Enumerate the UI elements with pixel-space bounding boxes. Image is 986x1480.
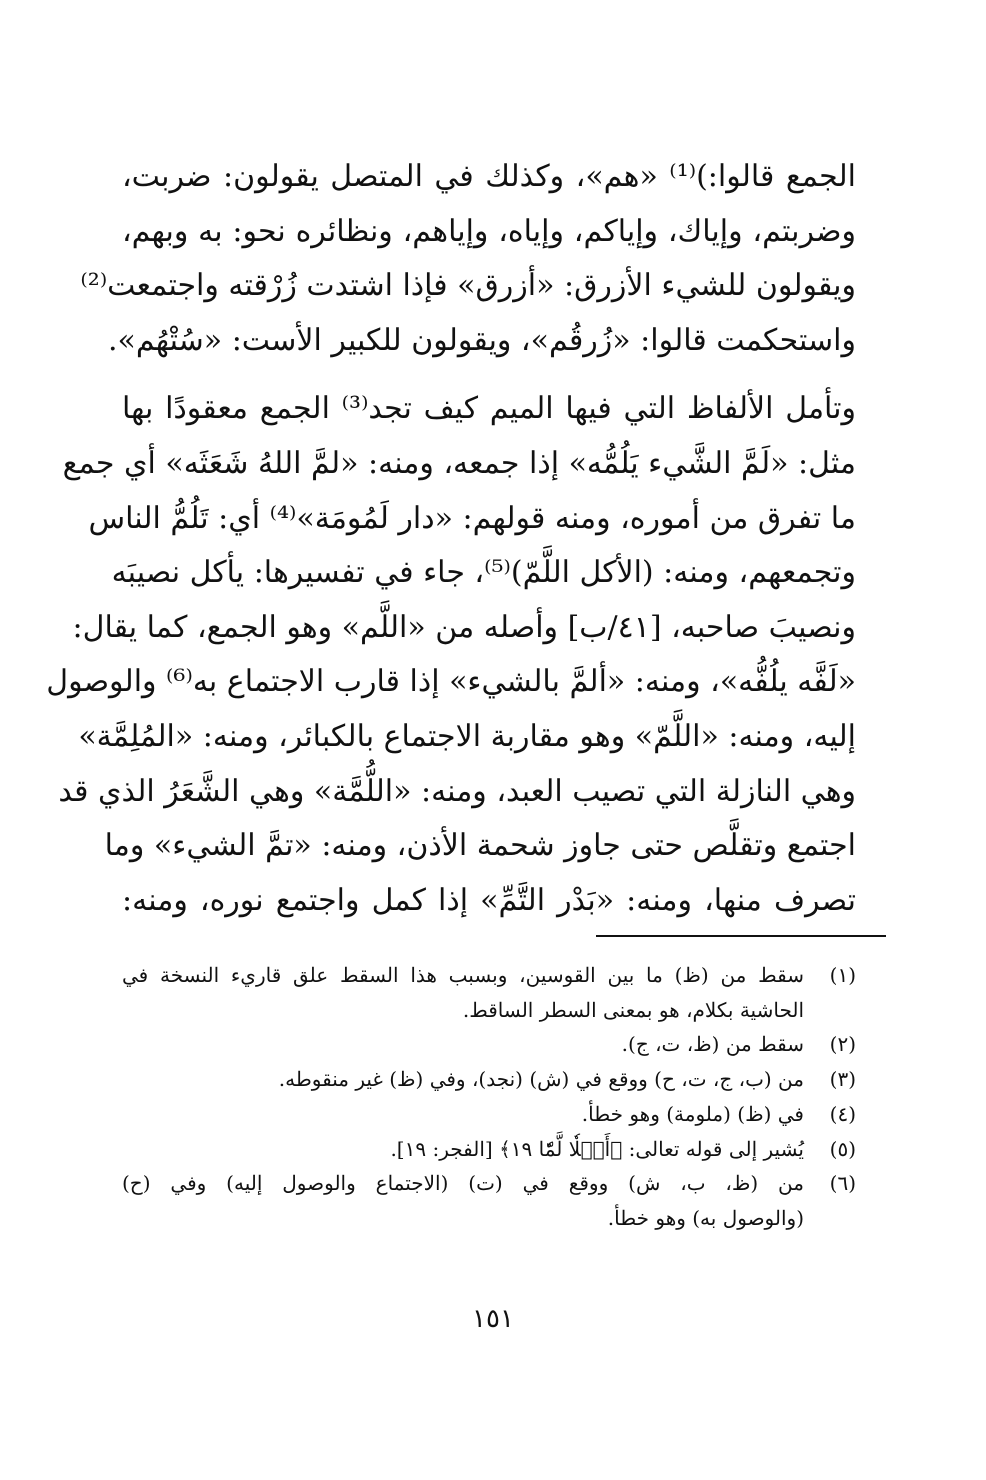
paragraph-gap — [122, 368, 856, 382]
footnote-line: يُشير إلى قوله تعالى: ﴿أَكۡلٗا لَّمّٗا ١٩﴾ [الفجر: ١٩]. — [390, 1136, 804, 1161]
text-line: اجتمع وتقلَّص حتى جاوز شحمة الأذن، ومنه: «تمَّ الشيء» وما — [104, 828, 856, 864]
footnote — [122, 1097, 856, 1132]
footnote-line: سقط من (ظ) ما بين القوسين، وبسبب هذا السقط علق قاريء النسخة في — [122, 963, 804, 987]
page-number: ١٥١ — [472, 1304, 514, 1334]
footnote-text — [122, 1062, 804, 1097]
text-line: «لَفَّه يلُفُّه»، ومنه: «ألمَّ بالشيء» إذا قارب الاجتماع به⁽⁶⁾ والوصول — [46, 664, 856, 700]
text-line: ويقولون للشيء الأزرق: «أزرق» فإذا اشتدت زُرْقته واجتمعت⁽²⁾ — [80, 268, 856, 304]
footnote-line: من (ظ، ب، ش) ووقع في (ت) (الاجتماع والوصول إليه) وفي (ح) — [122, 1171, 804, 1196]
text-line: ونصيبَ صاحبه، [٤١/ب] وأصله من «اللَّم» وهو الجمع، كما يقال: — [72, 609, 856, 645]
footnote-number: (٥) — [829, 1136, 856, 1161]
main-text — [46, 150, 856, 928]
footnote-text — [122, 1027, 804, 1062]
footnote-line: الحاشية بكلام، هو بمعنى السطر الساقط. — [462, 997, 804, 1022]
text-line: وتجمعهم، ومنه: (الأكل اللَّمّ)⁽⁵⁾، جاء في تفسيرها: يأكل نصيبَه — [111, 555, 856, 591]
footnote — [122, 1027, 856, 1062]
footnote-line: سقط من (ظ، ت، ج). — [621, 1032, 804, 1057]
footnote — [122, 1132, 856, 1167]
footnote-number: (٦) — [829, 1171, 856, 1196]
footnote-number: (٢) — [829, 1032, 856, 1057]
footnote-number: (٣) — [829, 1067, 856, 1092]
footnote-line: في (ظ) (ملومة) وهو خطأ. — [581, 1101, 804, 1126]
footnote-text — [122, 958, 804, 1027]
footnote-separator — [596, 935, 886, 937]
footnote — [122, 958, 856, 1027]
footnote-text — [122, 1166, 804, 1235]
footnote-number: (١) — [829, 963, 856, 987]
footnote-number: (٤) — [829, 1101, 856, 1126]
text-line: مثل: «لَمَّ الشَّيء يَلُمُّه» إذا جمعه، ومنه: «لمَّ اللهُ شَعَثَه» أي جمع — [62, 445, 856, 481]
footnote — [122, 1062, 856, 1097]
text-line: الجمع قالوا:)⁽¹⁾ «هم»، وكذلك في المتصل يقولون: ضربت، — [122, 159, 856, 194]
footnotes — [122, 958, 856, 1236]
text-line: ما تفرق من أموره، ومنه قولهم: «دار لَمُومَة»⁽⁴⁾ أي: تَلُمُّ الناس — [88, 500, 856, 536]
text-line: واستحكمت قالوا: «زُرقُم»، ويقولون للكبير الأست: «سُتْهُم». — [107, 322, 856, 358]
text-line: وهي النازلة التي تصيب العبد، ومنه: «اللُّمَّة» وهي الشَّعَرُ الذي قد — [58, 773, 856, 809]
footnote-line: من (ب، ج، ت، ح) ووقع في (ش) (نجد)، وفي (ظ) غير منقوطه. — [278, 1067, 804, 1092]
footnote-line: (والوصول به) وهو خطأ. — [607, 1205, 804, 1230]
footnote-text — [122, 1097, 804, 1132]
text-line: تصرف منها، ومنه: «بَدْر التَّمِّ» إذا كمل واجتمع نوره، ومنه: — [122, 882, 856, 918]
footnote — [122, 1166, 856, 1235]
text-line: إليه، ومنه: «اللَّمّ» وهو مقاربة الاجتماع بالكبائر، ومنه: «المُلِمَّة» — [78, 718, 856, 754]
text-line: وضربتم، وإياك، وإياكم، وإياه، وإياهم، ونظائره نحو: به وبهم، — [122, 213, 856, 249]
text-line: وتأمل الألفاظ التي فيها الميم كيف تجد⁽³⁾ الجمع معقودًا بها — [122, 391, 856, 427]
footnote-text — [122, 1132, 804, 1167]
